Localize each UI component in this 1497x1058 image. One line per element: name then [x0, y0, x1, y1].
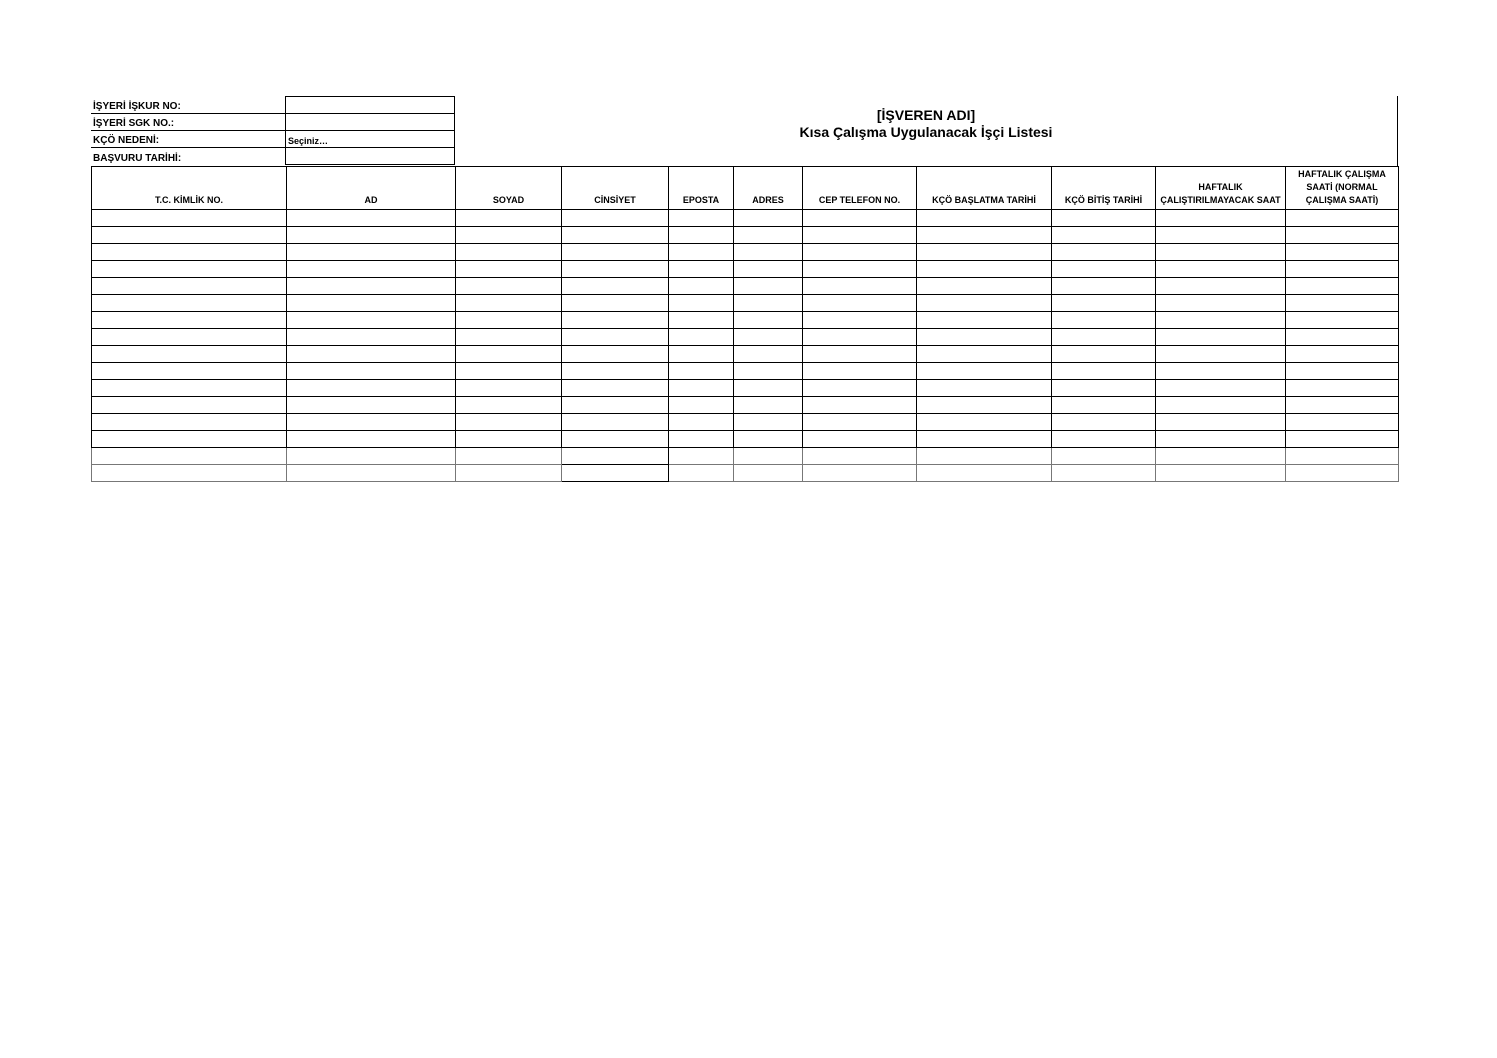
table-cell[interactable] — [734, 431, 803, 448]
table-cell[interactable] — [734, 380, 803, 397]
table-cell[interactable] — [669, 261, 734, 278]
table-cell[interactable] — [92, 278, 287, 295]
table-cell[interactable] — [562, 329, 669, 346]
table-cell[interactable] — [456, 227, 562, 244]
table-row — [92, 312, 1399, 329]
table-cell[interactable] — [92, 329, 287, 346]
table-cell[interactable] — [669, 465, 734, 482]
table-cell[interactable] — [287, 380, 456, 397]
table-cell[interactable] — [803, 346, 917, 363]
table-cell[interactable] — [734, 312, 803, 329]
table-cell[interactable] — [456, 312, 562, 329]
table-cell[interactable] — [803, 380, 917, 397]
table-cell[interactable] — [1156, 244, 1286, 261]
table-cell[interactable] — [287, 329, 456, 346]
table-cell[interactable] — [456, 346, 562, 363]
table-cell[interactable] — [917, 244, 1052, 261]
iskur-no-field[interactable] — [286, 97, 455, 114]
table-cell[interactable] — [562, 363, 669, 380]
table-cell[interactable] — [562, 295, 669, 312]
iskur-no-label: İŞYERİ İŞKUR NO: — [91, 97, 286, 114]
table-cell[interactable] — [1156, 312, 1286, 329]
table-cell[interactable] — [287, 227, 456, 244]
table-cell[interactable] — [734, 261, 803, 278]
table-cell[interactable] — [1286, 465, 1399, 482]
table-row — [92, 244, 1399, 261]
col-header-calistirilmayacak-saat: HAFTALIK ÇALIŞTIRILMAYACAK SAAT — [1156, 167, 1286, 210]
table-cell[interactable] — [669, 210, 734, 227]
table-cell[interactable] — [1286, 329, 1399, 346]
table-cell[interactable] — [1156, 465, 1286, 482]
col-header-calisma-saati: HAFTALIK ÇALIŞMA SAATİ (NORMAL ÇALIŞMA SAATİ) — [1286, 167, 1399, 210]
employer-name-title: [İŞVEREN ADI] — [876, 107, 976, 123]
table-cell[interactable] — [92, 448, 287, 465]
col-header-cinsiyet: CİNSİYET — [562, 167, 669, 210]
table-cell[interactable] — [917, 448, 1052, 465]
table-cell[interactable] — [669, 448, 734, 465]
table-cell[interactable] — [1052, 244, 1156, 261]
table-cell[interactable] — [1156, 380, 1286, 397]
table-cell[interactable] — [669, 244, 734, 261]
table-cell[interactable] — [92, 227, 287, 244]
sgk-no-field[interactable] — [286, 114, 455, 131]
table-cell[interactable] — [1052, 363, 1156, 380]
table-cell[interactable] — [287, 312, 456, 329]
col-header-eposta: EPOSTA — [669, 167, 734, 210]
table-cell[interactable] — [917, 397, 1052, 414]
table-cell[interactable] — [734, 448, 803, 465]
table-cell[interactable] — [1286, 414, 1399, 431]
table-row — [92, 448, 1399, 465]
employer-info-table — [91, 96, 455, 165]
table-cell[interactable] — [917, 380, 1052, 397]
table-cell[interactable] — [92, 312, 287, 329]
table-cell[interactable] — [803, 278, 917, 295]
table-cell[interactable] — [1052, 278, 1156, 295]
table-cell[interactable] — [669, 363, 734, 380]
table-row — [92, 227, 1399, 244]
table-cell[interactable] — [734, 414, 803, 431]
table-cell[interactable] — [1286, 210, 1399, 227]
table-row — [92, 278, 1399, 295]
table-cell[interactable] — [456, 244, 562, 261]
table-cell[interactable] — [456, 295, 562, 312]
table-cell[interactable] — [287, 363, 456, 380]
table-cell[interactable] — [917, 329, 1052, 346]
table-cell[interactable] — [803, 329, 917, 346]
col-header-kco-baslatma: KÇÖ BAŞLATMA TARİHİ — [917, 167, 1052, 210]
table-row — [92, 397, 1399, 414]
table-cell[interactable] — [734, 465, 803, 482]
table-row — [92, 210, 1399, 227]
table-cell[interactable] — [1286, 397, 1399, 414]
table-cell[interactable] — [1286, 227, 1399, 244]
table-cell[interactable] — [1156, 278, 1286, 295]
table-cell[interactable] — [1052, 295, 1156, 312]
table-cell[interactable] — [803, 397, 917, 414]
table-cell[interactable] — [1052, 346, 1156, 363]
table-cell[interactable] — [562, 397, 669, 414]
header-block — [91, 96, 1398, 166]
table-cell[interactable] — [1156, 210, 1286, 227]
table-cell[interactable] — [1156, 448, 1286, 465]
table-cell[interactable] — [669, 346, 734, 363]
table-cell[interactable] — [669, 414, 734, 431]
kco-reason-label: KÇÖ NEDENİ: — [91, 131, 286, 148]
table-cell[interactable] — [1286, 295, 1399, 312]
application-date-label: BAŞVURU TARİHİ: — [93, 152, 182, 164]
table-row — [92, 380, 1399, 397]
table-cell[interactable] — [1052, 380, 1156, 397]
info-row-date — [91, 148, 455, 165]
table-cell[interactable] — [1052, 210, 1156, 227]
table-cell[interactable] — [917, 346, 1052, 363]
table-cell[interactable] — [456, 380, 562, 397]
table-cell[interactable] — [562, 414, 669, 431]
table-cell[interactable] — [92, 431, 287, 448]
table-cell[interactable] — [92, 244, 287, 261]
table-cell[interactable] — [1156, 414, 1286, 431]
table-cell[interactable] — [734, 210, 803, 227]
table-row — [92, 295, 1399, 312]
table-cell[interactable] — [734, 227, 803, 244]
table-cell[interactable] — [456, 465, 562, 482]
table-cell[interactable] — [917, 261, 1052, 278]
table-cell[interactable] — [803, 244, 917, 261]
table-cell[interactable] — [1052, 397, 1156, 414]
table-cell[interactable] — [562, 244, 669, 261]
table-cell[interactable] — [562, 431, 669, 448]
table-cell[interactable] — [734, 295, 803, 312]
table-cell[interactable] — [1156, 363, 1286, 380]
table-cell[interactable] — [1052, 448, 1156, 465]
table-cell[interactable] — [1286, 278, 1399, 295]
table-cell[interactable] — [917, 312, 1052, 329]
table-cell[interactable] — [287, 261, 456, 278]
table-cell[interactable] — [456, 329, 562, 346]
table-cell[interactable] — [92, 465, 287, 482]
table-cell[interactable] — [669, 295, 734, 312]
table-cell[interactable] — [803, 295, 917, 312]
table-cell[interactable] — [1286, 363, 1399, 380]
table-cell[interactable] — [92, 346, 287, 363]
table-cell[interactable] — [287, 448, 456, 465]
sgk-no-label: İŞYERİ SGK NO.: — [91, 114, 286, 131]
table-cell[interactable] — [92, 261, 287, 278]
table-cell[interactable] — [92, 414, 287, 431]
table-cell[interactable] — [1286, 312, 1399, 329]
table-cell[interactable] — [1286, 380, 1399, 397]
col-header-soyad: SOYAD — [456, 167, 562, 210]
info-row-kco — [91, 131, 455, 148]
table-cell[interactable] — [803, 210, 917, 227]
table-cell[interactable] — [917, 227, 1052, 244]
table-cell[interactable] — [1286, 346, 1399, 363]
table-cell[interactable] — [1156, 261, 1286, 278]
table-cell[interactable] — [92, 210, 287, 227]
table-cell[interactable] — [917, 431, 1052, 448]
table-cell[interactable] — [1286, 431, 1399, 448]
table-cell[interactable] — [669, 397, 734, 414]
table-cell[interactable] — [92, 380, 287, 397]
table-row — [92, 414, 1399, 431]
list-subtitle: Kısa Çalışma Uygulanacak İşçi Listesi — [799, 124, 1053, 140]
table-cell[interactable] — [1052, 431, 1156, 448]
table-cell[interactable] — [1052, 414, 1156, 431]
table-cell[interactable] — [1286, 448, 1399, 465]
table-cell[interactable] — [562, 278, 669, 295]
title-block — [455, 96, 1398, 166]
table-cell[interactable] — [917, 414, 1052, 431]
table-cell[interactable] — [1052, 261, 1156, 278]
table-cell[interactable] — [669, 312, 734, 329]
table-cell[interactable] — [562, 261, 669, 278]
table-cell[interactable] — [562, 210, 669, 227]
table-cell[interactable] — [562, 312, 669, 329]
table-cell[interactable] — [734, 244, 803, 261]
table-cell[interactable] — [669, 380, 734, 397]
table-cell[interactable] — [456, 414, 562, 431]
application-date-field[interactable] — [286, 148, 455, 165]
table-cell[interactable] — [456, 363, 562, 380]
table-cell[interactable] — [803, 227, 917, 244]
table-cell[interactable] — [287, 346, 456, 363]
table-row — [92, 465, 1399, 482]
table-cell[interactable] — [734, 278, 803, 295]
table-cell[interactable] — [92, 363, 287, 380]
table-cell[interactable] — [1156, 329, 1286, 346]
table-cell[interactable] — [1052, 227, 1156, 244]
table-cell[interactable] — [669, 431, 734, 448]
table-cell[interactable] — [1286, 244, 1399, 261]
table-cell[interactable] — [917, 295, 1052, 312]
table-cell[interactable] — [92, 295, 287, 312]
table-cell[interactable] — [803, 448, 917, 465]
table-row — [92, 261, 1399, 278]
table-row — [92, 329, 1399, 346]
col-header-cep-telefon: CEP TELEFON NO. — [803, 167, 917, 210]
table-cell[interactable] — [1052, 329, 1156, 346]
table-cell[interactable] — [917, 210, 1052, 227]
table-cell[interactable] — [734, 329, 803, 346]
table-cell[interactable] — [287, 210, 456, 227]
table-cell[interactable] — [562, 465, 669, 482]
kco-reason-select[interactable]: Seçiniz… — [286, 131, 455, 148]
table-cell[interactable] — [456, 278, 562, 295]
table-cell[interactable] — [803, 363, 917, 380]
table-cell[interactable] — [287, 244, 456, 261]
table-cell[interactable] — [803, 312, 917, 329]
table-cell[interactable] — [287, 414, 456, 431]
table-cell[interactable] — [287, 278, 456, 295]
col-header-kco-bitis: KÇÖ BİTİŞ TARİHİ — [1052, 167, 1156, 210]
table-cell[interactable] — [456, 431, 562, 448]
info-row-sgk — [91, 114, 455, 131]
table-cell[interactable] — [456, 261, 562, 278]
table-cell[interactable] — [287, 465, 456, 482]
col-header-tc-kimlik: T.C. KİMLİK NO. — [92, 167, 287, 210]
col-header-ad: AD — [287, 167, 456, 210]
table-cell[interactable] — [734, 346, 803, 363]
table-cell[interactable] — [456, 210, 562, 227]
table-body — [92, 210, 1399, 482]
table-cell[interactable] — [1156, 346, 1286, 363]
table-cell[interactable] — [803, 414, 917, 431]
table-cell[interactable] — [734, 363, 803, 380]
table-row — [92, 431, 1399, 448]
table-cell[interactable] — [287, 295, 456, 312]
table-cell[interactable] — [287, 431, 456, 448]
table-cell[interactable] — [803, 431, 917, 448]
table-cell[interactable] — [562, 448, 669, 465]
table-cell[interactable] — [803, 465, 917, 482]
table-cell[interactable] — [669, 278, 734, 295]
table-cell[interactable] — [456, 397, 562, 414]
table-cell[interactable] — [562, 227, 669, 244]
table-cell[interactable] — [917, 278, 1052, 295]
table-cell[interactable] — [92, 397, 287, 414]
table-cell[interactable] — [669, 329, 734, 346]
table-header-row — [92, 167, 1399, 210]
table-cell[interactable] — [562, 346, 669, 363]
table-cell[interactable] — [562, 380, 669, 397]
table-cell[interactable] — [1052, 465, 1156, 482]
col-header-adres: ADRES — [734, 167, 803, 210]
table-cell[interactable] — [1156, 397, 1286, 414]
table-row — [92, 363, 1399, 380]
table-cell[interactable] — [803, 261, 917, 278]
table-cell[interactable] — [456, 448, 562, 465]
worksheet — [91, 96, 1398, 482]
table-cell[interactable] — [917, 363, 1052, 380]
table-cell[interactable] — [287, 397, 456, 414]
table-cell[interactable] — [1286, 261, 1399, 278]
table-cell[interactable] — [1156, 227, 1286, 244]
table-cell[interactable] — [1052, 312, 1156, 329]
table-cell[interactable] — [669, 227, 734, 244]
table-cell[interactable] — [1156, 295, 1286, 312]
table-cell[interactable] — [1156, 431, 1286, 448]
worker-list-table — [91, 166, 1399, 482]
table-cell[interactable] — [917, 465, 1052, 482]
table-row — [92, 346, 1399, 363]
info-row-iskur — [91, 97, 455, 114]
table-cell[interactable] — [734, 397, 803, 414]
